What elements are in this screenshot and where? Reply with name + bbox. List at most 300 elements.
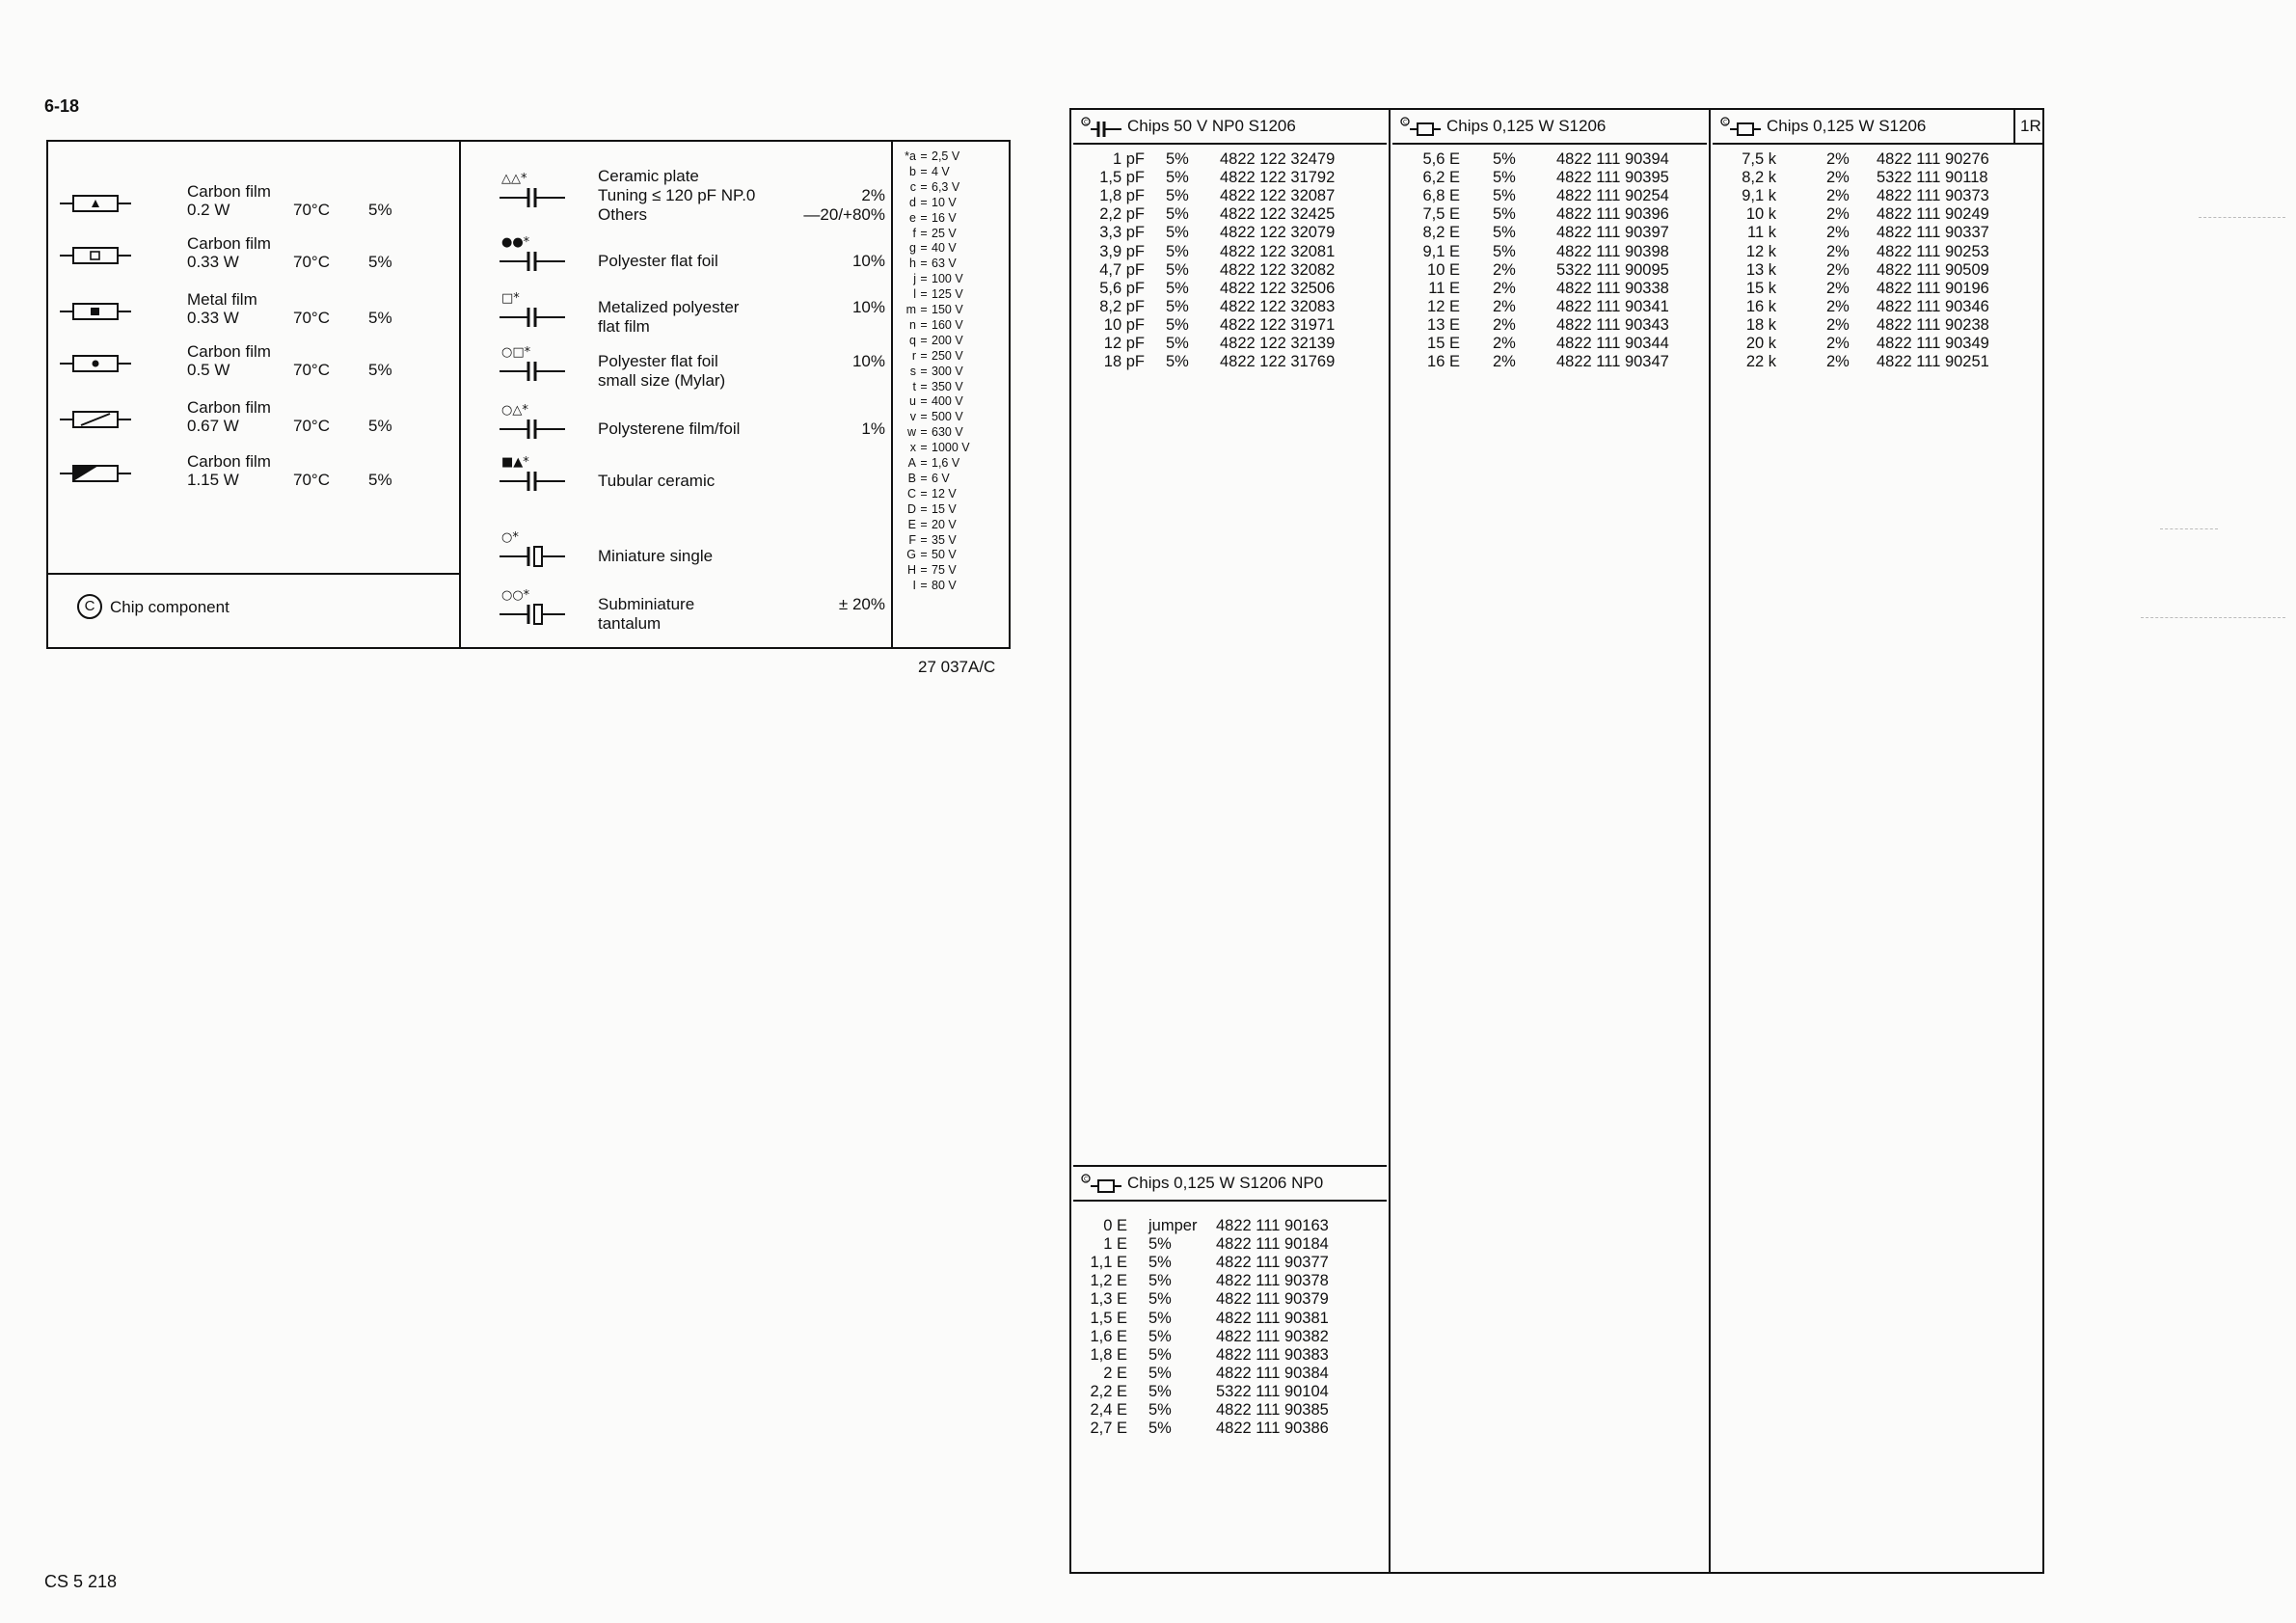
resistor-type-label — [187, 452, 271, 489]
voltage-code: I — [912, 579, 916, 593]
voltage-code-legend — [893, 142, 1009, 647]
wedge-resistor-icon — [60, 460, 131, 487]
part-value: 0 E — [1103, 1217, 1127, 1234]
equals-sign: = — [920, 579, 928, 593]
voltage-code: u — [909, 394, 916, 409]
table-row — [1392, 261, 1707, 280]
voltage-code: t — [912, 379, 916, 393]
part-tolerance: 5% — [1148, 1290, 1172, 1309]
part-tolerance: 5% — [1148, 1382, 1172, 1400]
voltage-value: 350 V — [932, 379, 963, 393]
voltage-code: G — [906, 548, 916, 562]
chip-resistor-icon — [1720, 116, 1763, 139]
voltage-code-row — [897, 227, 1005, 240]
equals-sign: = — [920, 179, 928, 194]
part-value: 2,2 pF — [1099, 205, 1145, 224]
svg-text:C: C — [1723, 119, 1728, 126]
table-row — [1073, 1401, 1387, 1420]
voltage-code: l — [913, 287, 916, 302]
part-number: 4822 111 90254 — [1556, 187, 1669, 205]
resistor-type-row — [48, 286, 461, 340]
part-value: 10 E — [1427, 260, 1460, 279]
part-tolerance: 5% — [1166, 335, 1189, 352]
equals-sign: = — [920, 486, 928, 500]
voltage-code-row — [897, 165, 1005, 178]
voltage-code: r — [911, 348, 916, 363]
equals-sign: = — [920, 303, 928, 316]
voltage-code: j — [913, 272, 916, 286]
equals-sign: = — [920, 241, 928, 256]
voltage-code-row — [897, 487, 1005, 500]
voltage-code: E — [907, 517, 916, 531]
equals-sign: = — [920, 425, 928, 440]
equals-sign: = — [920, 272, 928, 286]
capacitor-tolerance — [770, 547, 885, 566]
table-row — [1392, 150, 1707, 169]
equals-sign: = — [920, 379, 928, 393]
table-row — [1713, 298, 2042, 316]
part-tolerance: 5% — [1166, 242, 1189, 260]
part-value: 5,6 E — [1422, 150, 1460, 168]
equals-sign: = — [920, 410, 928, 424]
voltage-code: B — [907, 471, 916, 485]
resistor-tolerance: 5% — [368, 309, 392, 327]
voltage-code-row — [897, 441, 1005, 454]
resistor-type-row — [48, 178, 461, 232]
equals-sign: = — [920, 563, 928, 578]
part-value: 6,8 E — [1422, 187, 1460, 205]
part-tolerance: 5% — [1166, 353, 1189, 371]
resistor-temperature: 70°C — [293, 309, 330, 327]
capacitor-type-label — [598, 252, 791, 271]
part-tolerance: 5% — [1148, 1272, 1172, 1290]
slash-resistor-icon — [60, 406, 131, 433]
resistor-power: 0.67 W — [187, 417, 239, 435]
table-row — [1073, 280, 1387, 298]
equals-sign: = — [920, 548, 928, 562]
voltage-code-row — [897, 241, 1005, 255]
part-tolerance: 5% — [1493, 224, 1516, 242]
voltage-code: A — [907, 456, 916, 470]
capacitor-type-row — [461, 167, 893, 224]
header-rule — [1713, 143, 2042, 145]
table-row — [1073, 261, 1387, 280]
table-row — [1073, 298, 1387, 316]
voltage-value: 1000 V — [932, 441, 970, 455]
equals-sign: = — [920, 226, 928, 240]
capacitor-type-row — [461, 230, 893, 284]
capacitor-tolerance-line: —20/+80% — [803, 205, 885, 224]
part-tolerance: 2% — [1826, 279, 1850, 297]
part-number: 4822 111 90383 — [1216, 1345, 1329, 1364]
tantalum-capacitor-icon — [500, 583, 567, 630]
voltage-value: 25 V — [932, 226, 957, 240]
capacitor-tolerance-line: 2% — [861, 186, 885, 204]
part-tolerance: 5% — [1166, 279, 1189, 297]
capacitor-tolerance-line: ± 20% — [838, 595, 885, 613]
part-value: 18 k — [1745, 315, 1776, 334]
part-tolerance: 5% — [1166, 169, 1189, 187]
capacitor-label-line: Tuning ≤ 120 pF NP.0 — [598, 186, 756, 204]
voltage-value: 63 V — [932, 257, 957, 271]
part-value: 8,2 k — [1742, 169, 1776, 187]
capacitor-type-row — [461, 398, 893, 452]
table-row — [1073, 169, 1387, 187]
equals-sign: = — [920, 164, 928, 178]
part-number: 4822 111 90377 — [1216, 1254, 1329, 1272]
voltage-value: 15 V — [932, 501, 957, 516]
part-number: 4822 122 31769 — [1220, 353, 1336, 371]
part-tolerance: 5% — [1148, 1401, 1172, 1419]
part-number: 4822 111 90251 — [1877, 353, 1989, 371]
resistor-type-row — [48, 338, 461, 392]
part-tolerance: 2% — [1493, 260, 1516, 279]
capacitor-label-line: flat film — [598, 317, 650, 336]
part-value: 2,4 E — [1090, 1401, 1127, 1419]
part-tolerance: 2% — [1826, 353, 1850, 371]
resistor-power: 0.2 W — [187, 201, 230, 219]
part-tolerance: 2% — [1826, 150, 1850, 168]
part-value: 16 k — [1745, 297, 1776, 315]
table-row — [1713, 335, 2042, 353]
resistor-power: 0.33 W — [187, 309, 239, 327]
svg-text:○△*: ○△* — [501, 403, 528, 418]
resistor-type-label — [187, 234, 271, 271]
part-number: 5322 111 90104 — [1216, 1382, 1329, 1400]
corner-label: 1R — [2020, 117, 2041, 135]
part-value: 22 k — [1745, 353, 1776, 371]
part-value: 1,8 E — [1090, 1345, 1127, 1364]
part-tolerance: 2% — [1826, 315, 1850, 334]
resistor-temperature: 70°C — [293, 417, 330, 435]
table-row — [1713, 243, 2042, 261]
part-value: 1,1 E — [1090, 1254, 1127, 1272]
voltage-code: f — [912, 226, 916, 240]
voltage-code: s — [909, 364, 916, 378]
capacitor-label-line: Ceramic plate — [598, 167, 699, 185]
equals-sign: = — [920, 394, 928, 409]
table-row — [1073, 1217, 1387, 1235]
part-tolerance: 5% — [1148, 1235, 1172, 1254]
legend-box — [46, 140, 1011, 649]
section-separator — [1073, 1165, 1387, 1167]
square-resistor-icon — [60, 242, 131, 269]
table-row — [1073, 1328, 1387, 1346]
part-number: 4822 111 90338 — [1556, 279, 1669, 297]
table-row — [1073, 1346, 1387, 1365]
resistor-temperature: 70°C — [293, 471, 330, 489]
svg-text:△△*: △△* — [501, 172, 527, 186]
part-tolerance: 2% — [1826, 335, 1850, 352]
table-row — [1392, 187, 1707, 205]
part-value: 5,6 pF — [1099, 279, 1145, 297]
filled-square-resistor-icon — [60, 298, 131, 325]
table-row — [1713, 150, 2042, 169]
resistor-material: Carbon film — [187, 452, 271, 471]
table-row — [1073, 1310, 1387, 1328]
table-row — [1073, 1254, 1387, 1272]
voltage-code: *a — [905, 149, 916, 163]
resistor-temperature: 70°C — [293, 361, 330, 379]
capacitor-type-row — [461, 286, 893, 340]
part-tolerance: 2% — [1493, 279, 1516, 297]
chip-component-legend — [48, 575, 461, 647]
voltage-code: C — [906, 486, 916, 500]
equals-sign: = — [920, 348, 928, 363]
svg-text:○○*: ○○* — [501, 588, 530, 603]
svg-text:●●*: ●●* — [501, 235, 530, 250]
table-row — [1073, 1272, 1387, 1290]
equals-sign: = — [920, 364, 928, 378]
resistor-type-label — [187, 398, 271, 435]
section-header — [1081, 112, 1296, 141]
header-rule — [1073, 1200, 1387, 1202]
voltage-value: 16 V — [932, 210, 957, 225]
chip-component-label: Chip component — [110, 598, 230, 616]
equals-sign: = — [920, 456, 928, 470]
part-number: 4822 122 32087 — [1220, 187, 1336, 205]
part-value: 3,9 pF — [1099, 242, 1145, 260]
voltage-code: c — [909, 179, 916, 194]
resistor-tolerance: 5% — [368, 253, 392, 271]
part-number: 4822 111 90397 — [1556, 224, 1669, 242]
capacitor-label-line: Metalized polyester — [598, 298, 740, 316]
part-number: 4822 122 32506 — [1220, 279, 1336, 297]
table-row — [1392, 243, 1707, 261]
voltage-value: 2,5 V — [932, 149, 960, 163]
part-value: 1,5 pF — [1099, 169, 1145, 187]
capacitor-label-line: Miniature single — [598, 547, 714, 565]
capacitor-type-label — [598, 595, 791, 634]
resistor-type-row — [48, 394, 461, 448]
voltage-code: q — [909, 333, 916, 347]
part-number: 4822 122 31792 — [1220, 169, 1336, 187]
part-number: 4822 122 32083 — [1220, 297, 1336, 315]
voltage-code-row — [897, 425, 1005, 439]
section-header — [1400, 112, 1606, 141]
voltage-value: 100 V — [932, 272, 963, 286]
table-row — [1713, 261, 2042, 280]
table-row — [1073, 335, 1387, 353]
part-tolerance: 2% — [1493, 353, 1516, 371]
table-row — [1392, 316, 1707, 335]
capacitor-label-line: Tubular ceramic — [598, 472, 716, 490]
part-tolerance: 2% — [1826, 187, 1850, 205]
table-row — [1073, 224, 1387, 242]
capacitor-tolerance-line — [770, 472, 885, 491]
voltage-code-row — [897, 365, 1005, 378]
resistor-power: 0.5 W — [187, 361, 230, 379]
scan-artifact — [2160, 528, 2218, 529]
voltage-value: 150 V — [932, 303, 963, 316]
capacitor-type-label — [598, 167, 791, 225]
part-number: 4822 111 90378 — [1216, 1272, 1329, 1290]
part-tolerance: 5% — [1493, 205, 1516, 224]
voltage-value: 20 V — [932, 517, 957, 531]
part-tolerance: 5% — [1148, 1420, 1172, 1438]
voltage-code-row — [897, 272, 1005, 285]
part-tolerance: 2% — [1493, 335, 1516, 352]
voltage-value: 200 V — [932, 333, 963, 347]
voltage-code: m — [905, 303, 916, 316]
table-row — [1713, 280, 2042, 298]
equals-sign: = — [920, 195, 928, 209]
part-value: 11 k — [1747, 224, 1776, 242]
part-tolerance: 5% — [1148, 1327, 1172, 1345]
chip-resistor-icon — [1400, 116, 1443, 139]
part-value: 7,5 k — [1742, 150, 1776, 168]
header-rule — [1392, 143, 1707, 145]
equals-sign: = — [920, 517, 928, 531]
part-value: 1,5 E — [1090, 1309, 1127, 1327]
voltage-value: 500 V — [932, 410, 963, 424]
capacitor-tolerance-line — [770, 167, 885, 186]
capacitor-type-label — [598, 298, 791, 337]
part-value: 12 k — [1745, 242, 1776, 260]
table-row — [1073, 353, 1387, 371]
part-value: 1,3 E — [1090, 1290, 1127, 1309]
table-row — [1392, 224, 1707, 242]
voltage-code: v — [909, 410, 916, 424]
part-value: 15 E — [1427, 335, 1460, 352]
svg-text:C: C — [1403, 119, 1408, 126]
equals-sign: = — [920, 287, 928, 302]
svg-text:C: C — [1084, 1176, 1089, 1183]
part-value: 1 E — [1103, 1235, 1127, 1254]
voltage-code-row — [897, 502, 1005, 516]
capacitor-type-label — [598, 352, 791, 391]
capacitor-label-line: Polyester flat foil — [598, 252, 718, 270]
part-number: 4822 111 90163 — [1216, 1217, 1329, 1234]
voltage-code-row — [897, 196, 1005, 209]
part-value: 13 E — [1427, 315, 1460, 334]
part-number: 4822 111 90349 — [1877, 335, 1989, 352]
voltage-code-row — [897, 472, 1005, 485]
voltage-value: 125 V — [932, 287, 963, 302]
capacitor-tolerance — [770, 252, 885, 271]
part-value: 9,1 E — [1422, 242, 1460, 260]
table-row — [1713, 169, 2042, 187]
capacitor-label-line: Subminiature — [598, 595, 695, 613]
capacitor-type-row — [461, 526, 893, 580]
resistor-type-row — [48, 230, 461, 284]
voltage-code: x — [909, 441, 916, 455]
part-tolerance: 5% — [1166, 315, 1189, 334]
voltage-code: e — [909, 210, 916, 225]
table-row — [1713, 224, 2042, 242]
parts-table — [1069, 108, 2044, 1574]
table-row — [1392, 169, 1707, 187]
table-row — [1392, 205, 1707, 224]
equals-sign: = — [920, 317, 928, 332]
voltage-code: n — [909, 317, 916, 332]
part-value: 8,2 E — [1422, 224, 1460, 242]
part-number: 4822 122 31971 — [1220, 315, 1336, 334]
capacitor-tolerance-line — [770, 547, 885, 566]
resistor-type-label — [187, 342, 271, 379]
part-value: 6,2 E — [1422, 169, 1460, 187]
table-row — [1073, 1235, 1387, 1254]
voltage-value: 50 V — [932, 548, 957, 562]
capacitor-label-line: tantalum — [598, 614, 662, 633]
part-number: 4822 122 32425 — [1220, 205, 1336, 224]
table-row — [1073, 150, 1387, 169]
part-value: 1,8 pF — [1099, 187, 1145, 205]
voltage-value: 35 V — [932, 532, 957, 547]
ceramic-plate-capacitor-icon — [500, 167, 567, 213]
part-tolerance: 2% — [1493, 297, 1516, 315]
capacitor-tolerance — [770, 419, 885, 439]
corner-divider — [2013, 110, 2015, 143]
voltage-code-row — [897, 334, 1005, 347]
resistor-legend — [48, 142, 461, 575]
voltage-code-row — [897, 548, 1005, 561]
voltage-code-row — [897, 394, 1005, 408]
part-number: 4822 111 90249 — [1877, 205, 1989, 224]
part-number: 4822 111 90253 — [1877, 242, 1989, 260]
equals-sign: = — [920, 441, 928, 455]
part-number: 4822 111 90344 — [1556, 335, 1669, 352]
table-row — [1073, 1383, 1387, 1401]
voltage-value: 250 V — [932, 348, 963, 363]
equals-sign: = — [920, 210, 928, 225]
resistor-power: 0.33 W — [187, 253, 239, 271]
capacitor-tolerance — [770, 352, 885, 371]
part-number: 4822 122 32082 — [1220, 260, 1336, 279]
part-value: 1,6 E — [1090, 1327, 1127, 1345]
voltage-code: w — [906, 425, 916, 440]
voltage-value: 80 V — [932, 579, 957, 593]
part-value: 12 pF — [1103, 335, 1145, 352]
part-value: 12 E — [1427, 297, 1460, 315]
part-tolerance: 2% — [1826, 169, 1850, 187]
column-divider — [1709, 110, 1711, 1572]
footer-code: CS 5 218 — [44, 1572, 118, 1591]
svg-text:■▲*: ■▲* — [501, 455, 529, 470]
voltage-code-row — [897, 211, 1005, 225]
voltage-code-row — [897, 410, 1005, 423]
part-tolerance: 5% — [1493, 242, 1516, 260]
mylar-capacitor-icon — [500, 340, 567, 387]
equals-sign: = — [920, 149, 928, 163]
voltage-code-row — [897, 318, 1005, 332]
table-row — [1713, 187, 2042, 205]
part-number: 4822 111 90379 — [1216, 1290, 1329, 1309]
resistor-tolerance: 5% — [368, 201, 392, 219]
resistor-tolerance: 5% — [368, 361, 392, 379]
dot-resistor-icon — [60, 350, 131, 377]
voltage-code-row — [897, 579, 1005, 592]
part-tolerance: 5% — [1166, 187, 1189, 205]
voltage-code-row — [897, 303, 1005, 316]
capacitor-label-line: Others — [598, 205, 648, 224]
part-number: 4822 111 90386 — [1216, 1420, 1329, 1438]
voltage-code: b — [909, 164, 916, 178]
metalized-polyester-capacitor-icon — [500, 286, 567, 333]
section-title: Chips 0,125 W S1206 NP0 — [1127, 1174, 1324, 1192]
part-value: 10 pF — [1103, 315, 1145, 334]
part-number: 4822 111 90341 — [1556, 297, 1669, 315]
capacitor-type-label — [598, 472, 791, 491]
table-row — [1392, 298, 1707, 316]
part-tolerance: 2% — [1493, 315, 1516, 334]
table-row — [1713, 316, 2042, 335]
section-title: Chips 0,125 W S1206 — [1446, 117, 1607, 135]
capacitor-type-row — [461, 340, 893, 394]
capacitor-label-line: small size (Mylar) — [598, 371, 726, 390]
part-value: 18 pF — [1103, 353, 1145, 371]
voltage-code-row — [897, 257, 1005, 270]
